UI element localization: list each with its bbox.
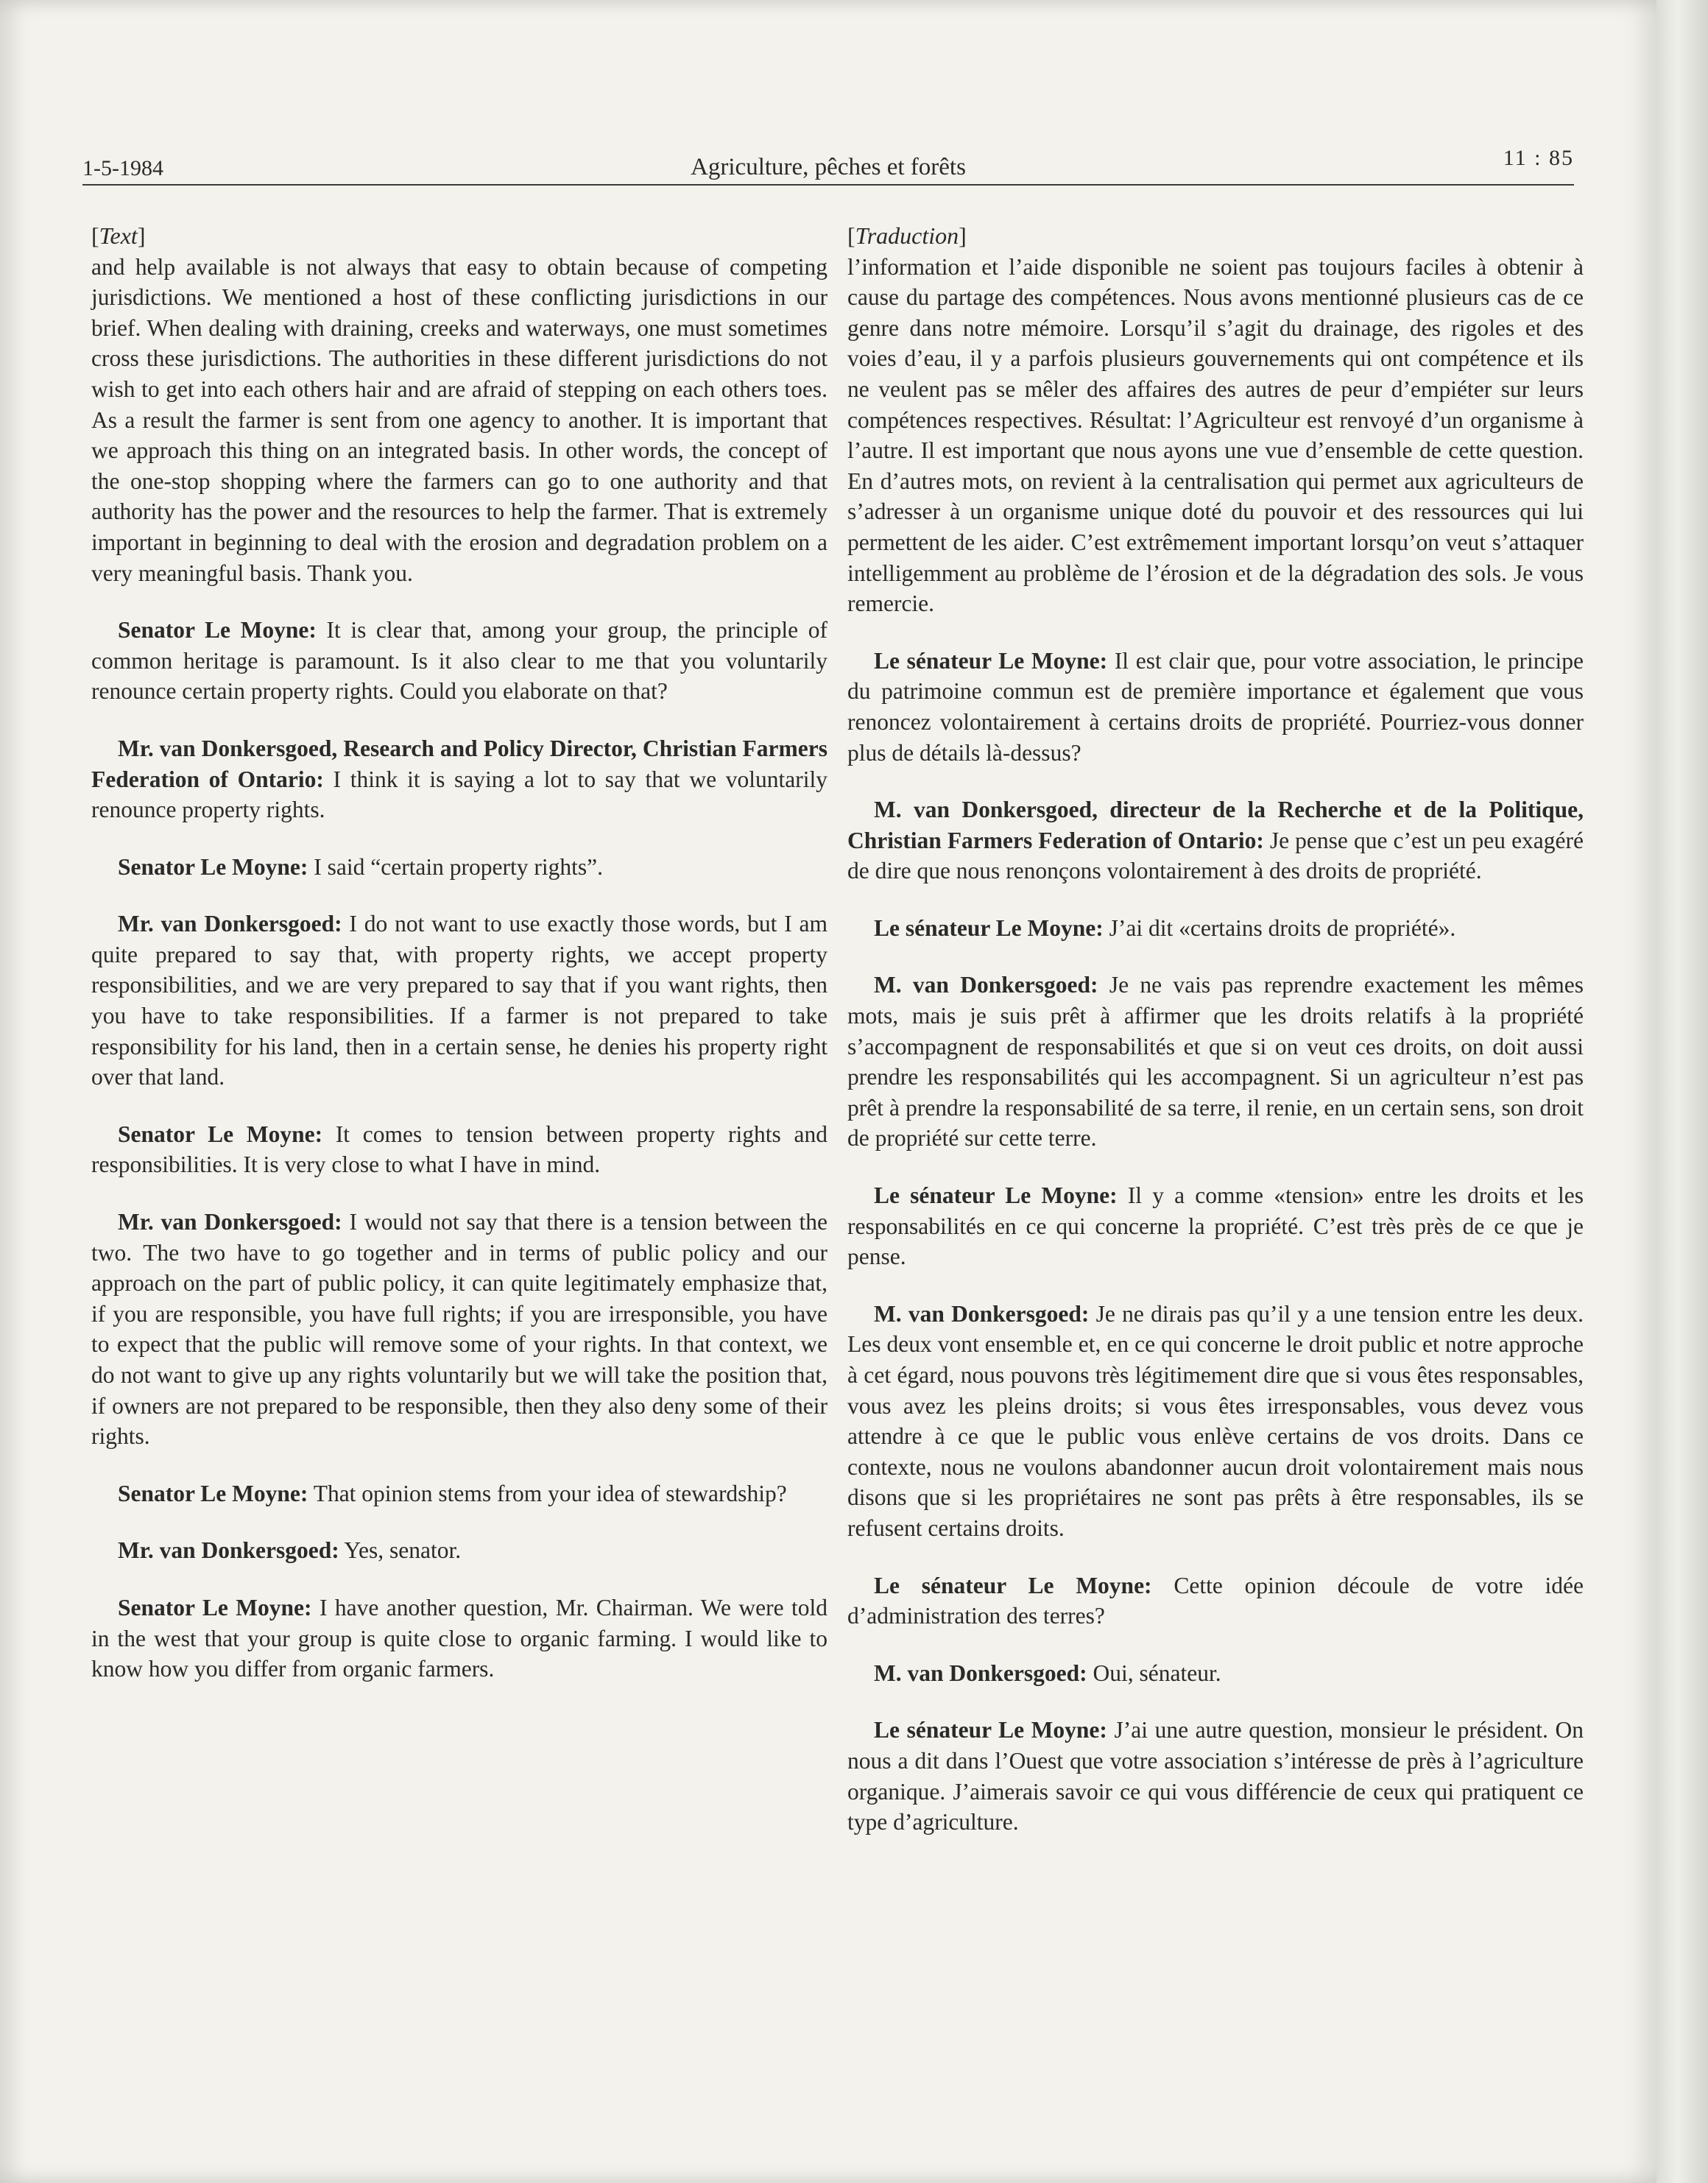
paragraph: Le sénateur Le Moyne: J’ai dit «certains droits de propriété».	[874, 914, 1456, 941]
next-page-edge	[1656, 0, 1708, 2183]
english-column	[91, 221, 827, 1711]
paragraph: Mr. van Donkersgoed: Yes, senator.	[118, 1537, 462, 1564]
paragraph: Senator Le Moyne: I said “certain property rights”.	[118, 853, 603, 880]
speaker: Mr. van Donkersgoed:	[118, 1537, 339, 1564]
paragraph: Senator Le Moyne: It comes to tension between property rights and responsibilities. It is very close to what I have in mind.	[91, 1121, 827, 1178]
paragraph: M. van Donkersgoed: Je ne vais pas reprendre exactement les mêmes mots, mais je suis prêt à affirmer que les droits relatifs à la propriété s’accompagnent de responsabilités et que si on veut ces droits, on doit aussi prendre les responsabilités qui les accompagnent. Si un agriculteur n’est pas prêt à prendre la responsabilité de sa terre, il renie, en un certain sens, son droit de propriété sur cette terre.	[847, 972, 1584, 1152]
paragraph: Senator Le Moyne: That opinion stems from your idea of stewardship?	[118, 1480, 787, 1506]
speaker: Le sénateur Le Moyne:	[874, 914, 1104, 941]
paragraph: Mr. van Donkersgoed: I would not say that there is a tension between the two. The two have to go together and in terms of public policy and our approach on the part of public policy, it can quite legitimately emphasize that, if you are responsible, you have full rights; if you are irresponsible, you have to expect that the public will remove some of your rights. In that context, we do not want to give up any rights voluntarily but we will take the position that, if owners are not prepared to be responsible, then they also deny some of their rights.	[91, 1209, 827, 1450]
text-marker: [Text]	[91, 222, 146, 249]
paragraph: Senator Le Moyne: I have another question, Mr. Chairman. We were told in the west that your group is quite close to organic farming. I would like to know how you differ from organic farmers.	[91, 1594, 828, 1682]
speaker: Le sénateur Le Moyne:	[874, 1717, 1107, 1743]
speaker: M. van Donkersgoed:	[874, 1660, 1087, 1686]
speaker: Mr. van Donkersgoed:	[118, 1209, 342, 1235]
traduction-marker: [Traduction]	[847, 222, 967, 249]
paragraph: Le sénateur Le Moyne: J’ai une autre question, monsieur le président. On nous a dit dans l’Ouest que votre association s’intéresse de près à l’agriculture organique. J’aimerais savoir ce qui vous différencie de ceux qui pratiquent ce type d’agriculture.	[847, 1717, 1584, 1835]
header-date: 1-5-1984	[82, 156, 163, 180]
speaker: Mr. van Donkersgoed:	[118, 911, 342, 937]
header-title: Agriculture, pêches et forêts	[691, 154, 966, 180]
paragraph: l’information et l’aide disponible ne soient pas toujours faciles à obtenir à cause du partage des compétences. Nous avons mentionné plusieurs cas de ce genre dans notre mémoire. Lorsqu’il s’agit du drainage, des rigoles et des voies d’eau, il y a parfois plusieurs gouvernements qui ont compétence et ils ne veulent pas se mêler des affaires des autres de peur d’empiéter sur leurs compétences respectives. Résultat: l’Agriculteur est renvoyé d’un organisme à l’autre. Il est important que nous ayons une vue d’ensemble de cette question. En d’autres mots, on revient à la centralisation qui permet aux agriculteurs de s’adresser à un organisme unique doté du pouvoir et des ressources qui lui permettent de les aider. C’est extrêmement important lorsqu’on veut s’attaquer intelligemment au problème de l’érosion et de la dégradation des sols. Je vous remercie.	[847, 253, 1584, 617]
paragraph: Le sénateur Le Moyne: Il y a comme «tension» entre les droits et les responsabilités en ce qui concerne la propriété. C’est très près de ce que je pense.	[847, 1182, 1584, 1270]
speaker: Senator Le Moyne:	[118, 1480, 308, 1506]
speaker: Senator Le Moyne:	[118, 1121, 323, 1147]
french-column	[847, 221, 1584, 1864]
speaker: Le sénateur Le Moyne:	[874, 1572, 1152, 1598]
paragraph: and help available is not always that easy to obtain because of competing jurisdictions. We mentioned a host of these conflicting jurisdictions in our brief. When dealing with draining, creeks and waterways, one must sometimes cross these jurisdictions. The authorities in these different jurisdictions do not wish to get into each others hair and are afraid of stepping on each others toes. As a result the farmer is sent from one agency to another. It is important that we approach this thing on an integrated basis. In other words, the concept of the one-stop shopping where the farmers can go to one authority and that authority has the power and the resources to help the farmer. That is extremely important in beginning to deal with the erosion and degradation problem on a very meaningful basis. Thank you.	[91, 253, 827, 586]
header-page-number: 11 : 85	[1503, 146, 1574, 170]
paragraph: M. van Donkersgoed: Oui, sénateur.	[874, 1660, 1221, 1686]
speaker: Senator Le Moyne:	[118, 617, 317, 643]
page-header	[82, 140, 1574, 186]
paragraph: Mr. van Donkersgoed, Research and Policy Director, Christian Farmers Federation of Ontario: I think it is saying a lot to say that we voluntarily renounce property rights.	[91, 735, 828, 823]
paragraph: Senator Le Moyne: It is clear that, among your group, the principle of common heritage is paramount. Is it also clear to me that you voluntarily renounce certain property rights. Could you elaborate on that?	[91, 617, 827, 705]
paragraph: M. van Donkersgoed, directeur de la Recherche et de la Politique, Christian Farmers Federation of Ontario: Je pense que c’est un peu exagéré de dire que nous renonçons volontairement à des droits de propriété.	[847, 797, 1584, 884]
speaker: Le sénateur Le Moyne:	[874, 1182, 1118, 1209]
speaker: Senator Le Moyne:	[118, 1594, 312, 1621]
paragraph: Mr. van Donkersgoed: I do not want to use exactly those words, but I am quite prepared to say that, with property rights, we accept property responsibilities, and we are very prepared to say that if you want rights, then you have to take responsibilities. If a farmer is not prepared to take responsibility for his land, then in a certain sense, he denies his property right over that land.	[91, 911, 827, 1090]
speaker: M. van Donkersgoed:	[874, 972, 1098, 998]
speaker: M. van Donkersgoed, directeur de la Recherche et de la Politique, Christian Farmers Federation of Ontario:	[847, 797, 1584, 853]
speaker: Le sénateur Le Moyne:	[874, 647, 1108, 674]
speaker: M. van Donkersgoed:	[874, 1300, 1090, 1327]
paragraph: Le sénateur Le Moyne: Cette opinion découle de votre idée d’administration des terres?	[847, 1572, 1584, 1629]
paragraph: M. van Donkersgoed: Je ne dirais pas qu’il y a une tension entre les deux. Les deux vont ensemble et, en ce qui concerne le droit public et notre approche à cet égard, nous pouvons très légitimement dire que si vous êtes responsables, vous avez les pleins droits; si vous êtes irresponsables, vous devez vous attendre à ce que le public vous enlève certains de vos droits. Dans ce contexte, nous ne voulons abandonner aucun droit volontairement mais nous disons que si les propriétaires ne sont pas prêts à être responsables, ils se refusent certains droits.	[847, 1300, 1584, 1541]
speaker: Mr. van Donkersgoed, Research and Policy Director, Christian Farmers Federation of Ontario:	[91, 735, 827, 792]
speaker: Senator Le Moyne:	[118, 853, 308, 880]
paragraph: Le sénateur Le Moyne: Il est clair que, pour votre association, le principe du patrimoine commun est de première importance et également que vous renoncez volontairement à certains droits de propriété. Pourriez-vous donner plus de détails là-dessus?	[847, 647, 1584, 766]
